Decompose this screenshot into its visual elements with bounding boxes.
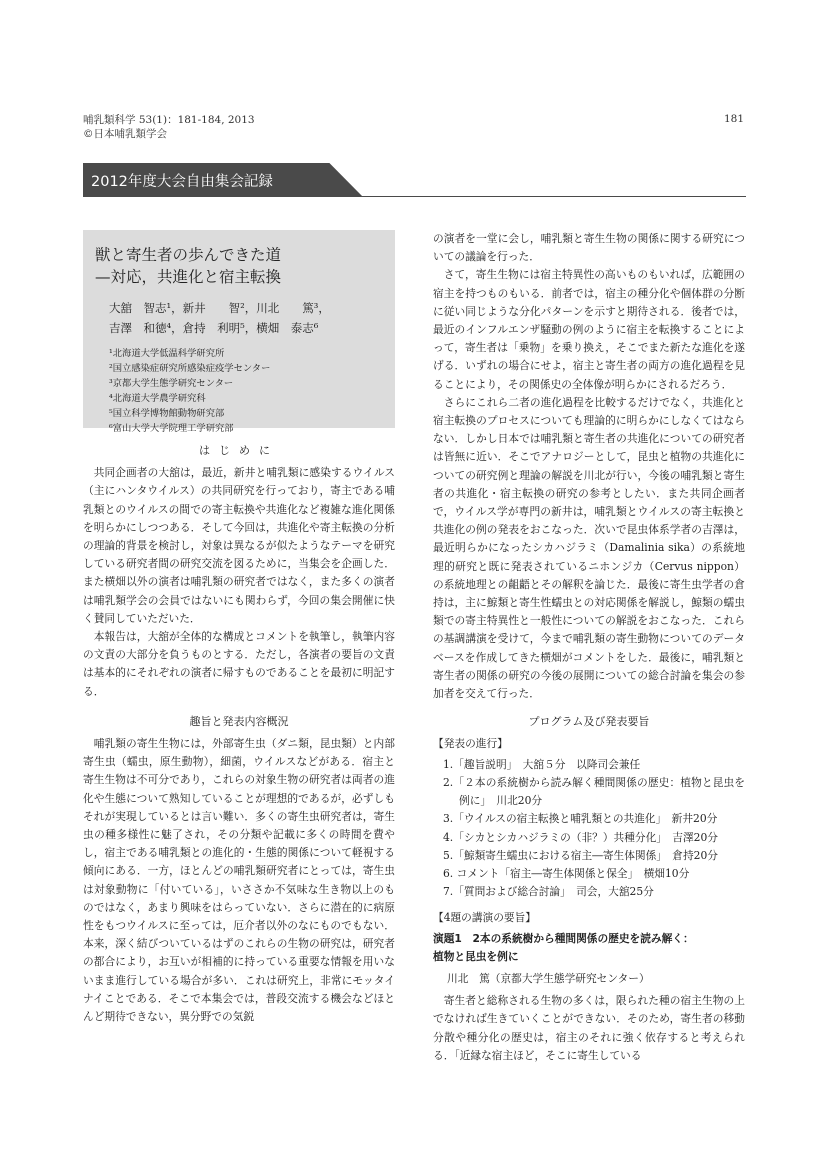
list-item: 4.「シカとシカハジラミの（非？）共種分化」 吉澤20分 xyxy=(443,830,718,844)
affiliation: ⁵国立科学博物館動物研究部 xyxy=(109,408,225,419)
affiliation: ⁴北海道大学農学研究科 xyxy=(109,393,206,404)
intro-paragraph: 本報告は，大舘が全体的な構成とコメントを執筆し，執筆内容の文責の大部分を負うものとする．ただし，各演者の要旨の文責は基本的にそれぞれの演者に帰すものであることを最初に明記する． xyxy=(83,630,395,698)
page-number: 181 xyxy=(723,113,744,125)
list-item: 7.「質問および総合討論」 司会，大舘25分 xyxy=(443,885,654,899)
intro-paragraph: 共同企画者の大舘は，最近，新井と哺乳類に感染するウイルス（主にハンタウイルス）の共同研究を行っており，寄主である哺乳類とのウイルスの間での寄主転換や共進化など複雑な進化関係を明らかにしつつある．そして今回は，共進化や寄主転換の分析の理論的背景を検討し，対象は異なるが似たようなテーマを研究している研究者間の研究交流を図るために，当集会を企画した．また横畑以外の演者は哺乳類の研究者ではなく，また多くの演者は哺乳類学会の会員ではないにも関わらず，今回の集会開催に快く賛同していただいた． xyxy=(83,466,395,625)
journal-citation: 哺乳類科学 53(1)：181-184, 2013 xyxy=(83,114,255,126)
body-paragraph: の演者を一堂に会し，哺乳類と寄生生物の関係に関する研究についての議論を行った． xyxy=(433,232,745,264)
list-item: 3.「ウイルスの宿主転換と哺乳類との共進化」 新井20分 xyxy=(443,812,718,826)
banner-title: 2012年度大会自由集会記録 xyxy=(91,174,273,190)
title-box xyxy=(83,230,395,434)
list-item: 6. コメント「宿主―寄生体関係と保全」 横畑10分 xyxy=(443,866,690,880)
purpose-paragraph: 哺乳類の寄生生物には，外部寄生虫（ダニ類，昆虫類）と内部寄生虫（蠕虫，原生動物），細菌，ウイルスなどがある．宿主と寄生生物は不可分であり，これらの対象生物の研究者は両者の進化や生態について熟知していることが理想的であるが，必ずしもそれが実現しているとは言い難い．多くの寄生虫研究者は，寄生虫の種多様性に魅了され，その分類や記載に多くの時間を費やし，宿主である哺乳類との進化的・生態的関係について軽視する傾向にある．一方，ほとんどの哺乳類研究者にとっては，寄生虫は対象動物に「付いている」，いささか不気味な生き物以上のものではなく，あまり興味をはらっていない．さらに潜在的に病原性をもつウイルスに至っては，厄介者以外のなにものでもない．本来，深く結びついているはずのこれらの生物の研究は，研究者の都合により，お互いが相補的に持っている重要な情報を用いないまま進行している場合が多い．これは研究上，非常にモッタイナイことである．そこで本集会では，普段交流する機会などほとんど期待できない，異分野での気鋭 xyxy=(83,737,395,1024)
program-heading: プログラム及び発表要旨 xyxy=(528,715,650,729)
list-item: 5.「鯨類寄生蠕虫における宿主―寄生体関係」 倉持20分 xyxy=(443,848,718,862)
intro-heading: はじめに xyxy=(199,444,279,457)
abstracts-label: 【4題の講演の要旨】 xyxy=(433,911,536,925)
talk1-title-line-2: 植物と昆虫を例に xyxy=(433,949,519,963)
left-column xyxy=(83,230,395,1026)
copyright-line: ©日本哺乳類学会 xyxy=(83,128,167,140)
section-banner xyxy=(83,163,746,197)
journal-header xyxy=(83,113,255,141)
list-item: 1.「趣旨説明」 大舘５分 以降司会兼任 xyxy=(443,757,641,771)
banner-rule xyxy=(83,196,746,197)
author-list xyxy=(109,298,383,338)
affiliation-list xyxy=(109,346,383,436)
talk1-title-line-1: 演題1 2本の系統樹から種間関係の歴史を読み解く： xyxy=(433,931,694,945)
affiliation: ⁶富山大学大学院理工学研究部 xyxy=(109,423,234,434)
affiliation: ¹北海道大学低温科学研究所 xyxy=(109,348,225,359)
body-paragraph: さて，寄生生物には宿主特異性の高いものもいれば，広範囲の宿主を持つものもいる．前者では，宿主の種分化や個体群の分断に従い同じような分化パターンを示すと期待される．後者では，最近のインフルエンザ騒動の例のように宿主を転換することによって，寄生者は「乗物」を乗り換え，そこでまた新たな進化を遂げる．いずれの場合にせよ，宿主と寄生者の両方の進化過程を見ることにより，その関係史の全体像が明らかにされるだろう． xyxy=(433,268,745,391)
purpose-heading: 趣旨と発表内容概況 xyxy=(189,714,289,728)
schedule-label: 【発表の進行】 xyxy=(433,737,508,751)
right-column xyxy=(433,230,745,1065)
title-line-2: —対応，共進化と宿主転換 xyxy=(95,268,282,286)
talk1-paragraph: 寄生者と総称される生物の多くは，限られた種の宿主生物の上でなければ生きていくことができない．そのため，寄生者の移動分散や種分化の歴史は，宿主のそれに強く依存すると考えられる．「近縁な宿主ほど，そこに寄生している xyxy=(433,994,745,1062)
authors-line-1: 大舘 智志¹，新井 智²，川北 篤³， xyxy=(109,301,330,315)
list-item: 2.「２本の系統樹から読み解く種間関係の歴史：植物と昆虫を例に」 川北20分 xyxy=(443,775,745,808)
body-paragraph: さらにこれら二者の進化過程を比較するだけでなく，共進化と宿主転換のプロセスについても理論的に明らかにしなくてはならない．しかし日本では哺乳類と寄生者の共進化についての研究者は皆無に近い．そこでアナロジーとして，昆虫と植物の共進化についての研究例と理論の解説を川北が行い，今後の哺乳類と寄生者の共進化・宿主転換の研究の参考としたい．また共同企画者で，ウイルス学が専門の新井は，哺乳類とウイルスの寄主転換と共進化の例の発表をおこなった．次いで昆虫体系学者の吉澤は，最近明らかになったシカハジラミ（Damalinia sika）の系統地理的研究と既に発表されているニホンジカ（Cervus nippon）の系統地理との齟齬とその解釈を論じた．最後に寄生虫学者の倉持は，主に鯨類と寄生性蠕虫との対応関係を解説し，鯨類の蠕虫類での寄主特異性と一般性についての解説をおこなった．これらの基調講演を受けて，今まで哺乳類の寄生動物についてのデータベースを作成してきた横畑がコメントをした．最後に，哺乳類と寄生者の関係の研究の今後の展開についての総合討論を集会の参加者を交えて行った． xyxy=(433,395,745,701)
affiliation: ²国立感染症研究所感染症疫学センター xyxy=(109,363,271,374)
affiliation: ³京都大学生態学研究センター xyxy=(109,378,234,389)
talk1-author: 川北 篤（京都大学生態学研究センター） xyxy=(447,971,650,985)
article-title xyxy=(95,244,383,288)
title-line-1: 獣と寄生者の歩んできた道 xyxy=(95,246,282,264)
schedule-list xyxy=(433,756,745,902)
authors-line-2: 吉澤 和徳⁴，倉持 利明⁵，横畑 泰志⁶ xyxy=(109,321,319,335)
